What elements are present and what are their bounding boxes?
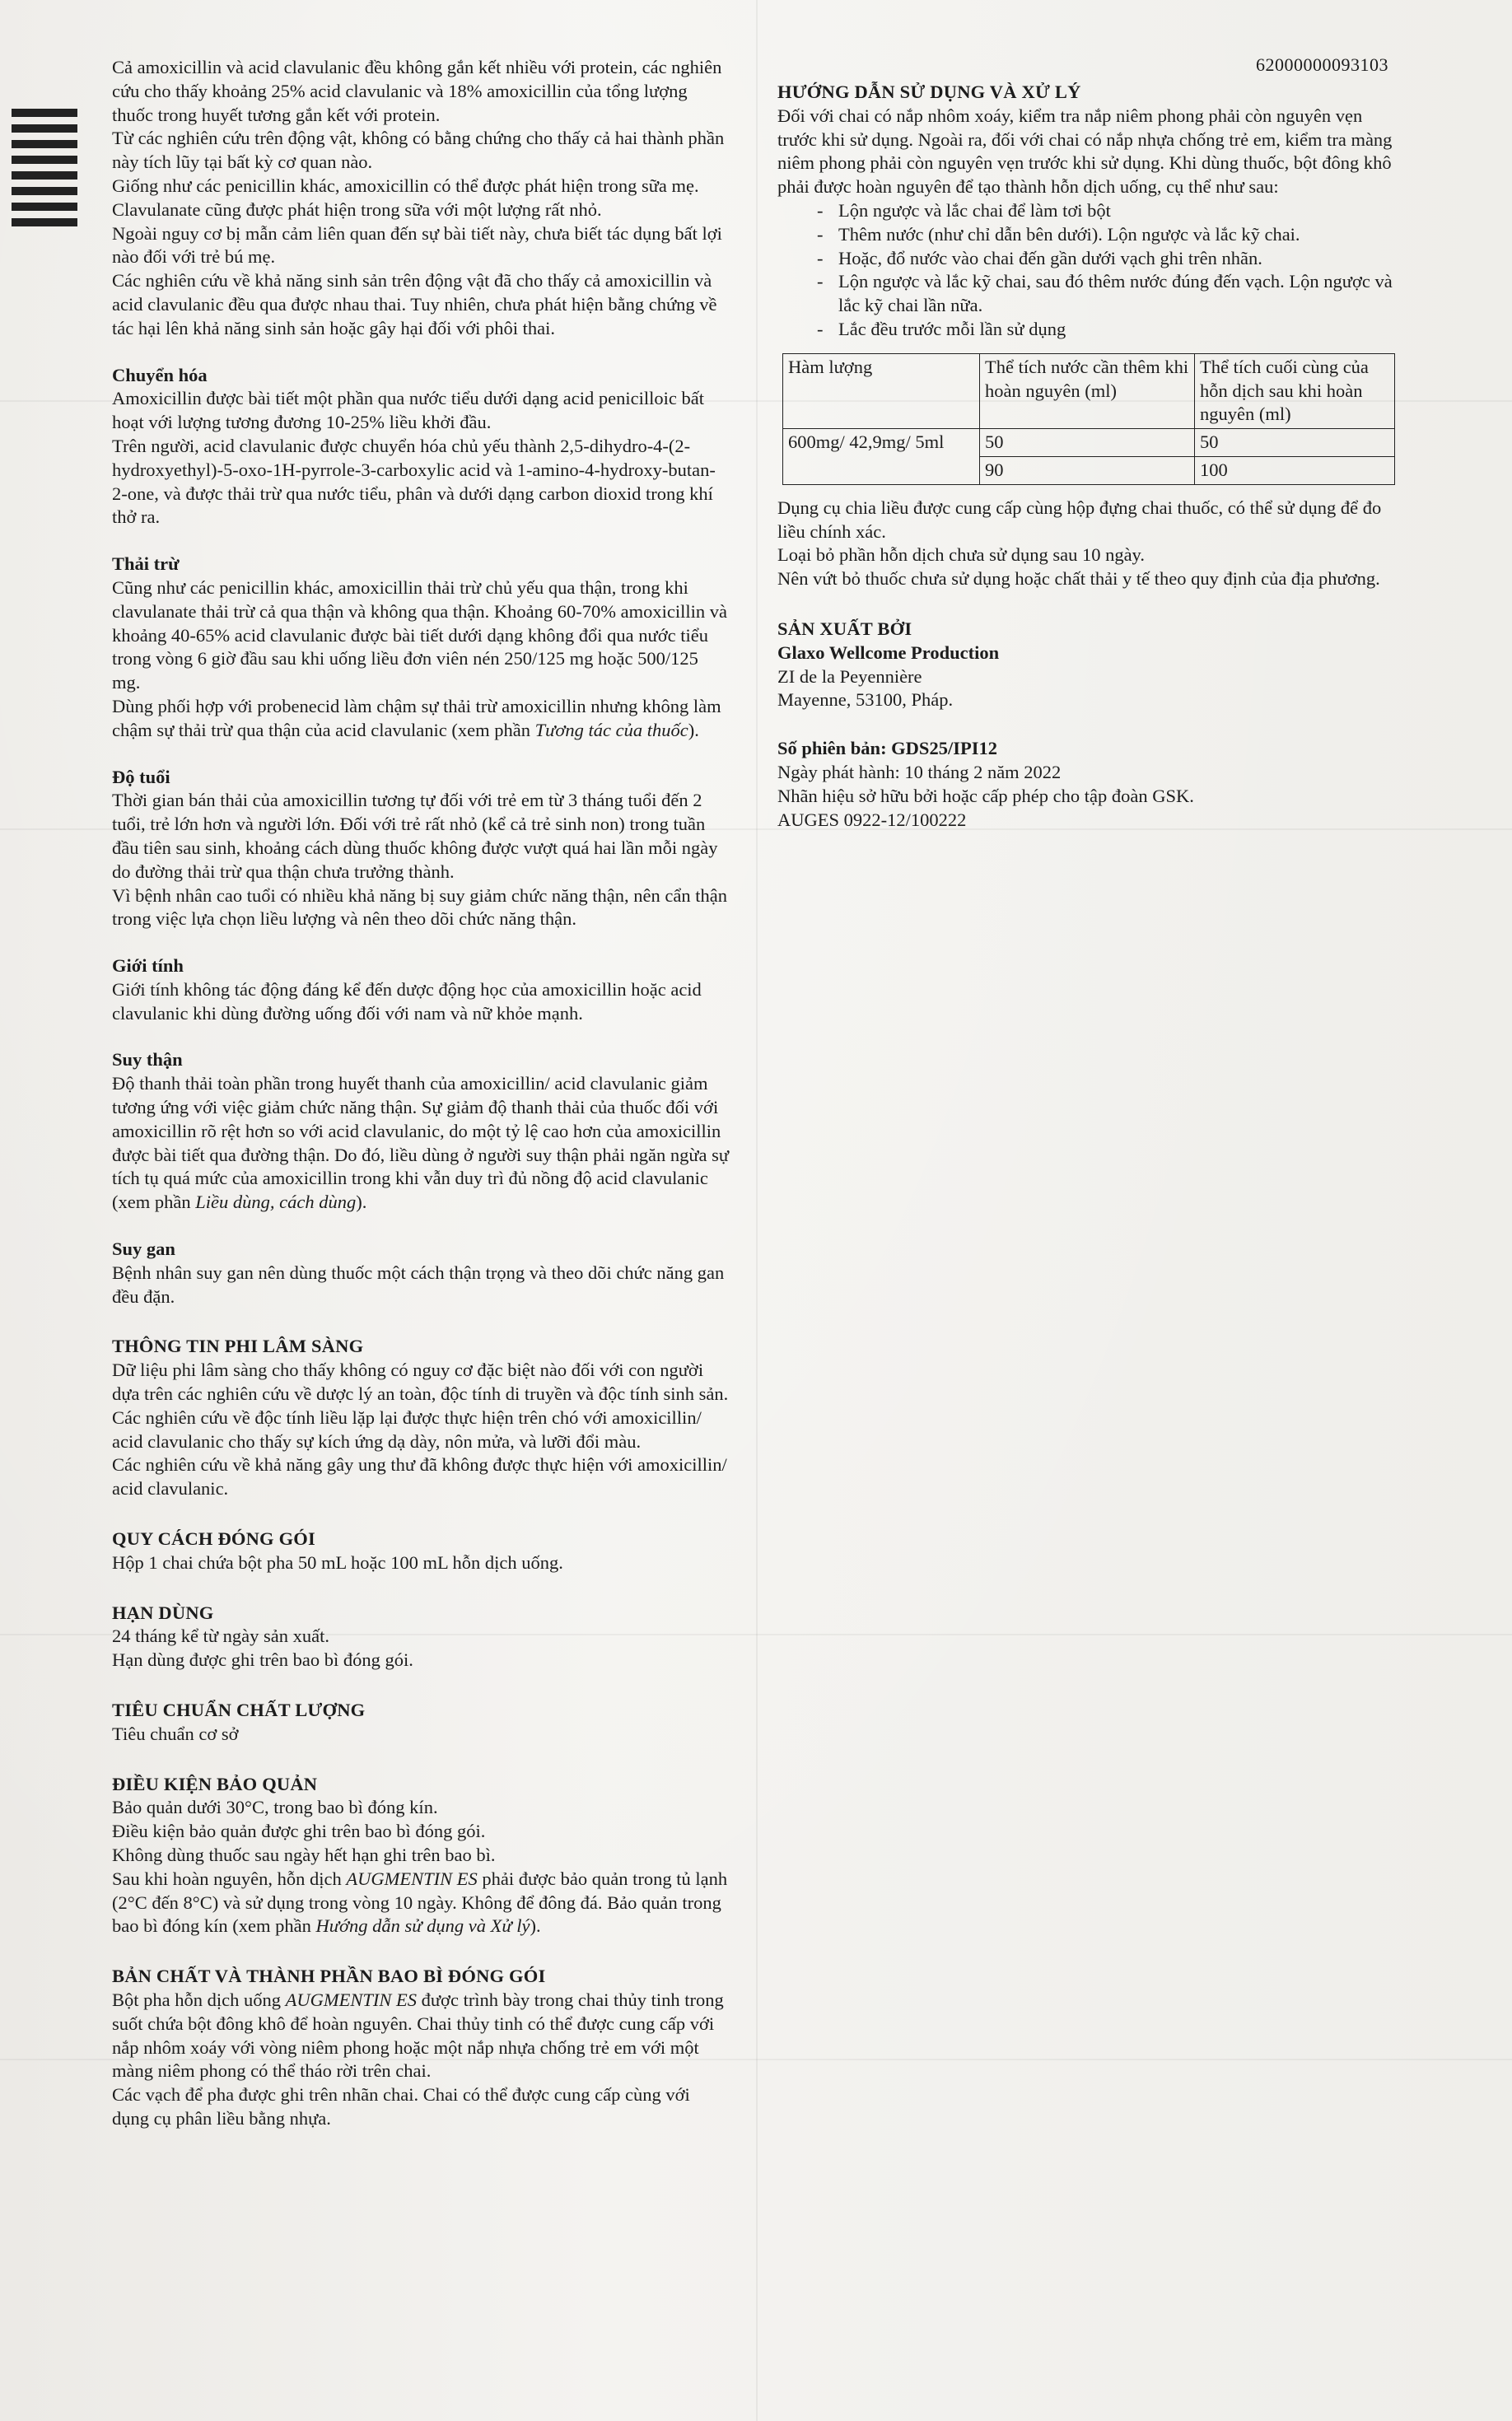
list-item: - Lộn ngược và lắc chai để làm tơi bột [817, 199, 1111, 221]
paragraph: 24 tháng kể từ ngày sản xuất. [112, 1626, 330, 1647]
list-item-text: Lộn ngược và lắc kỹ chai, sau đó thêm nước đúng đến vạch. Lộn ngược và lắc kỹ chai lần nữa. [838, 271, 1393, 316]
section-heading-renal: Suy thận [112, 1049, 183, 1071]
paragraph: Cũng như các penicillin khác, amoxicillin thải trừ chủ yếu qua thận, trong khi clavulanate thải trừ cả qua thận và không qua thận. Khoảng 60-70% amoxicillin và khoảng 40-65% acid clavulanic được bài tiết dưới dạng không đổi qua nước tiểu trong vòng 6 giờ đầu sau khi uống liều đơn viên nén 250/125 mg hoặc 500/125 mg. [112, 576, 727, 693]
section-heading-quality: TIÊU CHUẨN CHẤT LƯỢNG [112, 1700, 366, 1721]
paragraph [112, 695, 730, 743]
section-heading-shelf-life: HẠN DÙNG [112, 1602, 214, 1623]
table-cell: 600mg/ 42,9mg/ 5ml [783, 429, 980, 485]
paragraph: Tiêu chuẩn cơ sở [112, 1723, 239, 1744]
paragraph [112, 1072, 730, 1215]
text: phải được bảo quản trong tủ lạnh (2°C đến 8°C) và sử dụng trong vòng 10 ngày. Không để đông đá. Bảo quản trong bao bì đóng kín (xem phần [112, 1868, 728, 1937]
trademark-note: Nhãn hiệu sở hữu bởi hoặc cấp phép cho tập đoàn GSK. [777, 785, 1194, 806]
table-row [783, 429, 1395, 457]
paragraph: Amoxicillin được bài tiết một phần qua nước tiểu dưới dạng acid penicilloic bất hoạt với lượng tương đương 10-25% liều khởi đầu. [112, 388, 704, 433]
table-header-cell: Thể tích cuối cùng của hỗn dịch sau khi hoàn nguyên (ml) [1195, 353, 1395, 428]
paragraph: Ngoài nguy cơ bị mẫn cảm liên quan đến sự bài tiết này, chưa biết tác dụng bất lợi nào đối với trẻ bú mẹ. [112, 222, 722, 268]
issue-date: Ngày phát hành: 10 tháng 2 năm 2022 [777, 761, 1062, 782]
paragraph: Các vạch để pha được ghi trên nhãn chai. Chai có thể được cung cấp cùng với dụng cụ phân liều bằng nhựa. [112, 2084, 690, 2129]
product-name: AUGMENTIN ES [285, 1989, 417, 2010]
paragraph: Cả amoxicillin và acid clavulanic đều không gắn kết nhiều với protein, các nghiên cứu cho thấy khoảng 25% acid clavulanic và 18% amoxicillin của tổng lượng thuốc trong huyết tương gắn kết với protein. [112, 57, 722, 125]
table-cell: 100 [1195, 456, 1395, 484]
reconstitution-table [782, 353, 1395, 485]
paragraph: Dụng cụ chia liều được cung cấp cùng hộp đựng chai thuốc, có thể sử dụng để đo liều chính xác. [777, 497, 1382, 542]
paragraph: Thời gian bán thải của amoxicillin tương tự đối với trẻ em từ 3 tháng tuổi đến 2 tuổi, trẻ lớn hơn và người lớn. Đối với trẻ rất nhỏ (kể cả trẻ sinh non) trong tuần đầu tiên sau sinh, khoảng cách dùng thuốc không được vượt quá hai lần mỗi ngày do đường thải trừ qua thận chưa trưởng thành. [112, 790, 718, 882]
manufacturer-address: ZI de la Peyennière [777, 665, 922, 687]
section-heading-gender: Giới tính [112, 955, 184, 977]
left-column [112, 56, 730, 2131]
paragraph [112, 1868, 730, 1938]
reconstitution-steps [777, 199, 1397, 342]
section-heading-manufacturer: SẢN XUẤT BỞI [777, 618, 912, 639]
table-header-cell: Thể tích nước cần thêm khi hoàn nguyên (ml) [980, 353, 1195, 428]
side-barcode [12, 109, 77, 234]
table-header-cell: Hàm lượng [783, 353, 980, 428]
list-item-text: Lộn ngược và lắc chai để làm tơi bột [838, 199, 1111, 221]
document-number: 62000000093103 [1256, 54, 1388, 75]
paragraph: Nên vứt bỏ thuốc chưa sử dụng hoặc chất thải y tế theo quy định của địa phương. [777, 568, 1380, 590]
section-heading-metabolism: Chuyển hóa [112, 364, 208, 385]
paragraph: Giới tính không tác động đáng kể đến dược động học của amoxicillin hoặc acid clavulanic khi dùng đường uống đối với nam và nữ khỏe mạnh. [112, 978, 702, 1024]
paragraph: Từ các nghiên cứu trên động vật, không có bằng chứng cho thấy cả hai thành phần này tích lũy tại bất kỳ cơ quan nào. [112, 128, 725, 173]
version-number: Số phiên bản: GDS25/IPI12 [777, 738, 997, 759]
table-cell: 90 [980, 456, 1195, 484]
text: Sau khi hoàn nguyên, hỗn dịch [112, 1868, 347, 1889]
manufacturer-name: Glaxo Wellcome Production [777, 641, 1000, 663]
right-column [777, 53, 1397, 832]
list-item-text: Lắc đều trước mỗi lần sử dụng [838, 318, 1066, 339]
section-heading-container: BẢN CHẤT VÀ THÀNH PHẦN BAO BÌ ĐÓNG GÓI [112, 1966, 546, 1987]
list-item: - Lộn ngược và lắc kỹ chai, sau đó thêm nước đúng đến vạch. Lộn ngược và lắc kỹ chai lần nữa. [817, 271, 1393, 316]
text: được trình bày trong chai thủy tinh trong suốt chứa bột đông khô để hoàn nguyên. Chai thủy tinh có thể được cung cấp với nắp nhôm xoáy với vòng niêm phong hoặc một nắp nhựa chống trẻ em với một màng niêm phong có thể tháo rời trên chai. [112, 1989, 724, 2082]
text: ). [356, 1192, 367, 1213]
list-item-text: Thêm nước (như chỉ dẫn bên dưới). Lộn ngược và lắc kỹ chai. [838, 223, 1300, 245]
section-heading-usage: HƯỚNG DẪN SỬ DỤNG VÀ XỬ LÝ [777, 82, 1081, 102]
paragraph: Bảo quản dưới 30°C, trong bao bì đóng kín. [112, 1797, 438, 1818]
product-name: AUGMENTIN ES [346, 1868, 478, 1889]
text: Bột pha hỗn dịch uống [112, 1989, 286, 2010]
paragraph: Hộp 1 chai chứa bột pha 50 mL hoặc 100 mL hỗn dịch uống. [112, 1551, 563, 1573]
section-heading-age: Độ tuổi [112, 766, 170, 787]
paragraph [112, 1989, 730, 2083]
paragraph: Các nghiên cứu về khả năng sinh sản trên động vật đã cho thấy cả amoxicillin và acid clavulanic đều qua được nhau thai. Tuy nhiên, chưa phát hiện bằng chứng về tác hại lên khả năng sinh sản hoặc gây hại đối với phôi thai. [112, 270, 717, 338]
section-heading-nonclinical: THÔNG TIN PHI LÂM SÀNG [112, 1336, 364, 1357]
paragraph: Giống như các penicillin khác, amoxicillin có thể được phát hiện trong sữa mẹ. Clavulanate cũng được phát hiện trong sữa với một lượng rất nhỏ. [112, 175, 699, 220]
section-heading-elimination: Thải trừ [112, 553, 180, 575]
list-item: - Hoặc, đổ nước vào chai đến gần dưới vạch ghi trên nhãn. [817, 247, 1262, 268]
manufacturer-address: Mayenne, 53100, Pháp. [777, 689, 954, 711]
cross-reference: Liều dùng, cách dùng [195, 1192, 357, 1213]
paragraph: Dữ liệu phi lâm sàng cho thấy không có nguy cơ đặc biệt nào đối với con người dựa trên các nghiên cứu về dược lý an toàn, độc tính di truyền và độc tính sinh sản. [112, 1360, 729, 1405]
table-header-row [783, 353, 1395, 428]
paragraph: Bệnh nhân suy gan nên dùng thuốc một cách thận trọng và theo dõi chức năng gan đều đặn. [112, 1262, 725, 1307]
paragraph: Điều kiện bảo quản được ghi trên bao bì đóng gói. [112, 1821, 486, 1842]
paragraph: Các nghiên cứu về độc tính liều lặp lại được thực hiện trên chó với amoxicillin/ acid clavulanic cho thấy sự kích ứng dạ dày, nôn mửa, và lưỡi đổi màu. [112, 1406, 702, 1452]
text: ). [530, 1915, 541, 1937]
paragraph: Không dùng thuốc sau ngày hết hạn ghi trên bao bì. [112, 1845, 496, 1865]
paragraph: Trên người, acid clavulanic được chuyển hóa chủ yếu thành 2,5-dihydro-4-(2-hydroxyethyl)-5-oxo-1H-pyrrole-3-carboxylic acid và 1-amino-4-hydroxy-butan-2-one, và được thải trừ qua nước tiểu, phân và dưới dạng carbon dioxid trong khí thở ra. [112, 435, 716, 528]
section-heading-storage: ĐIỀU KIỆN BẢO QUẢN [112, 1773, 318, 1794]
paragraph: Hạn dùng được ghi trên bao bì đóng gói. [112, 1649, 413, 1671]
paragraph: Vì bệnh nhân cao tuổi có nhiều khả năng bị suy giảm chức năng thận, nên cẩn thận trong việc lựa chọn liều lượng và nên theo dõi chức năng thận. [112, 884, 727, 930]
text: Dùng phối hợp với probenecid làm chậm sự thải trừ amoxicillin nhưng không làm chậm sự thải trừ qua thận của acid clavulanic (xem phần [112, 695, 721, 740]
text: ). [688, 719, 699, 740]
section-heading-packaging: QUY CÁCH ĐÓNG GÓI [112, 1528, 315, 1550]
paragraph: Đối với chai có nắp nhôm xoáy, kiểm tra nắp niêm phong phải còn nguyên vẹn trước khi sử dụng. Ngoài ra, đối với chai có nắp nhựa chống trẻ em, kiểm tra màng niêm phong phải còn nguyên vẹn trước khi sử dụng. Khi dùng thuốc, bột đông khô phải được hoàn nguyên để tạo thành hỗn dịch uống, cụ thể như sau: [777, 105, 1393, 198]
table-cell: 50 [1195, 429, 1395, 457]
table-cell: 50 [980, 429, 1195, 457]
list-item: - Thêm nước (như chỉ dẫn bên dưới). Lộn ngược và lắc kỹ chai. [817, 223, 1300, 245]
paragraph: Loại bỏ phần hỗn dịch chưa sử dụng sau 10 ngày. [777, 544, 1145, 566]
text: Độ thanh thải toàn phần trong huyết thanh của amoxicillin/ acid clavulanic giảm tương ứng với việc giảm chức năng thận. Sự giảm độ thanh thải của thuốc đối với amoxicillin rõ rệt hơn so với acid clavulanic, do một tỷ lệ cao hơn của amoxicillin được bài tiết qua đường thận. Do đó, liều dùng ở người suy thận phải ngăn ngừa sự tích tụ quá mức của amoxicillin trong khi vẫn duy trì đủ nồng độ acid clavulanic (xem phần [112, 1073, 730, 1213]
list-item-text: Hoặc, đổ nước vào chai đến gần dưới vạch ghi trên nhãn. [838, 247, 1262, 268]
cross-reference: Tương tác của thuốc [534, 719, 688, 740]
paper-fold-vertical [756, 0, 758, 2421]
cross-reference: Hướng dẫn sử dụng và Xử lý [315, 1915, 530, 1937]
list-item: - Lắc đều trước mỗi lần sử dụng [817, 318, 1066, 339]
section-heading-hepatic: Suy gan [112, 1238, 175, 1260]
paragraph: Các nghiên cứu về khả năng gây ung thư đã không được thực hiện với amoxicillin/ acid clavulanic. [112, 1454, 727, 1500]
document-code: AUGES 0922-12/100222 [777, 809, 967, 830]
